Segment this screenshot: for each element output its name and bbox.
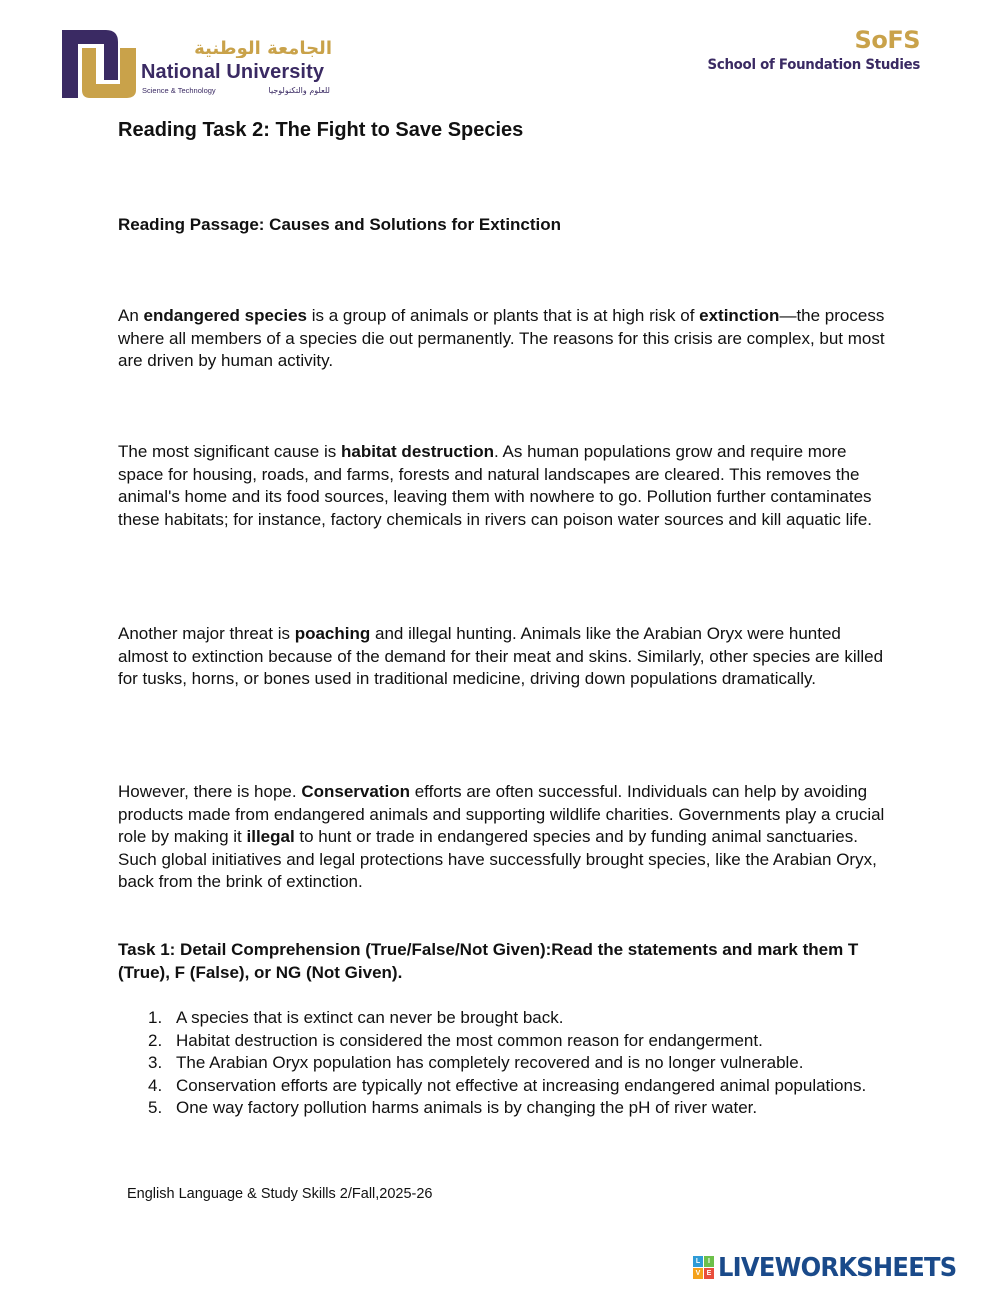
svg-text:للعلوم والتكنولوجيا: للعلوم والتكنولوجيا	[268, 86, 330, 95]
nu-logo-icon	[62, 30, 136, 98]
statement-item: 3. The Arabian Oryx population has completely recovered and is no longer vulnerable.	[148, 1053, 804, 1073]
sofs-full-name: School of Foundation Studies	[707, 57, 920, 73]
statement-list	[140, 1007, 880, 1120]
university-logo	[62, 28, 337, 100]
liveworksheets-wordmark: LIVEWORKSHEETS	[718, 1253, 957, 1283]
passage-heading: Reading Passage: Causes and Solutions for Extinction	[118, 215, 562, 234]
sofs-abbrev: SoFS	[854, 26, 920, 54]
svg-text:الجامعة الوطنية: الجامعة الوطنية	[194, 38, 332, 58]
statement-item: 4. Conservation efforts are typically not effective at increasing endangered animal populations.	[148, 1075, 867, 1095]
liveworksheets-tiles-icon: L I V E	[693, 1256, 715, 1280]
logo-subtitle: Science & Technology	[142, 86, 216, 95]
paragraph-1: An endangered species is a group of animals or plants that is at high risk of extinction—the process where all members of a species die out permanently. The reasons for this crisis are complex, but most are driven by human activity.	[118, 306, 885, 371]
paragraph-3: Another major threat is poaching and illegal hunting. Animals like the Arabian Oryx were hunted almost to extinction because of the demand for their meat and skins. Similarly, other species are killed for tusks, horns, or bones used in traditional medicine, driving down populations dramatically.	[118, 624, 884, 689]
logo-arabic-name	[142, 36, 332, 58]
paragraph-2: The most significant cause is habitat destruction. As human populations grow and require more space for housing, roads, and farms, forests and natural landscapes are cleared. This removes the animal's home and its food sources, leaving them with nowhere to go. Pollution further contaminates these habitats; for instance, factory chemicals in rivers can poison water sources and kill aquatic life.	[118, 442, 873, 529]
statement-item: 1. A species that is extinct can never be brought back.	[148, 1008, 564, 1027]
page-title: Reading Task 2: The Fight to Save Species	[118, 119, 524, 141]
page-footer: English Language & Study Skills 2/Fall,2025-26	[127, 1186, 433, 1202]
sofs-logo	[689, 26, 920, 74]
paragraph-4: However, there is hope. Conservation efforts are often successful. Individuals can help by avoiding products made from endangered animals and supporting wildlife charities. Governments play a crucial role by making it illegal to hunt or trade in endangered species and by funding animal sanctuaries. Such global initiatives and legal protections have successfully brought species, like the Arabian Oryx, back from the brink of extinction.	[118, 782, 885, 892]
statement-item: 5. One way factory pollution harms animals is by changing the pH of river water.	[148, 1098, 758, 1118]
logo-university-name: National University	[141, 61, 325, 83]
task-heading: Task 1: Detail Comprehension (True/False/Not Given):Read the statements and mark them T (True), F (False), or NG (Not Given).	[118, 940, 859, 982]
logo-subtitle-arabic	[238, 83, 330, 95]
statement-item: 2. Habitat destruction is considered the most common reason for endangerment.	[148, 1030, 763, 1050]
